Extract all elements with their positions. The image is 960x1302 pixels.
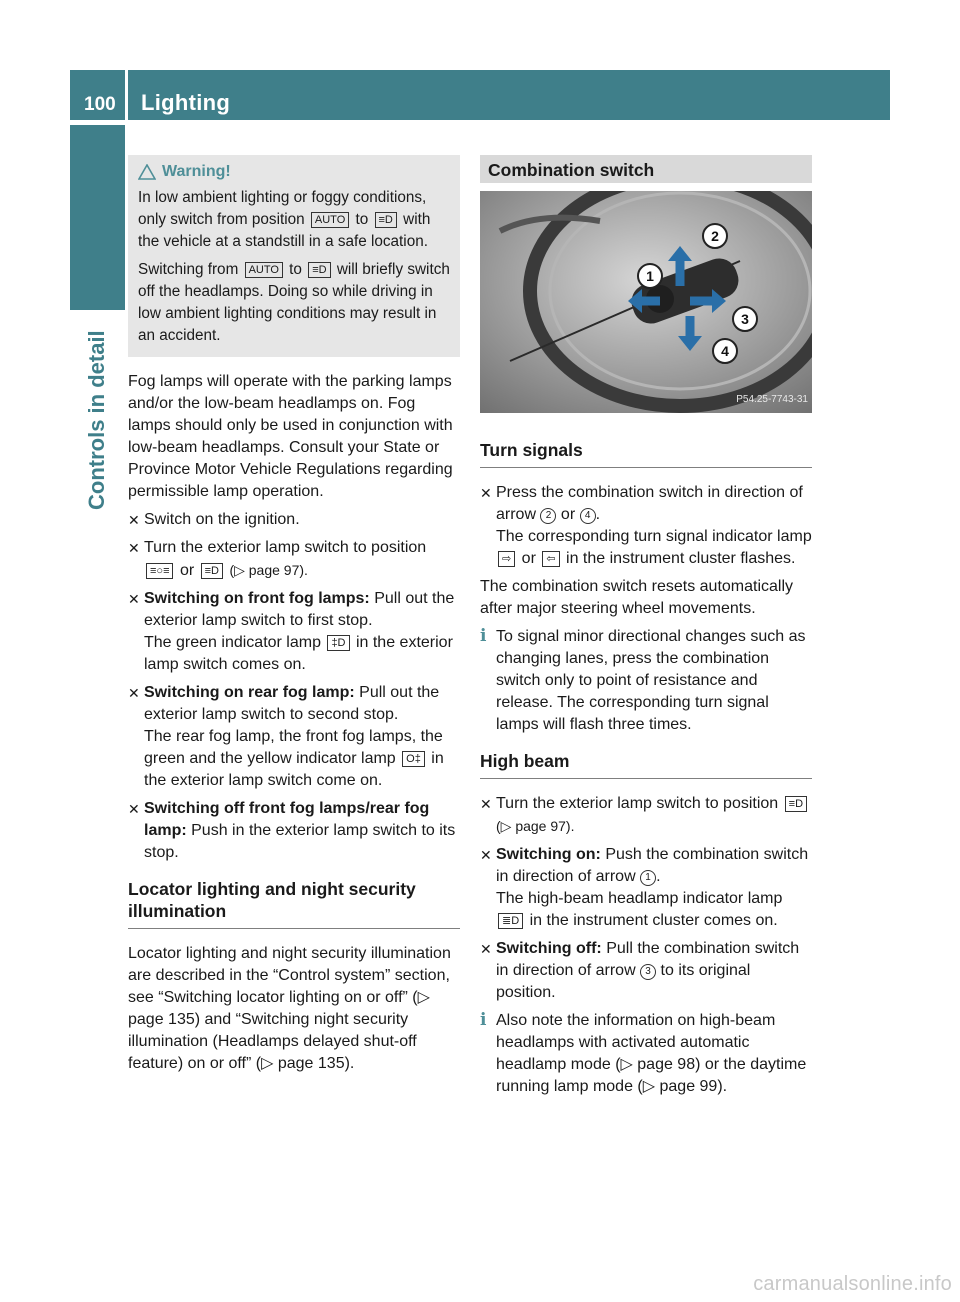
left-turn-indicator-icon: ⇦ <box>542 551 559 567</box>
text: Switching from <box>138 261 239 278</box>
side-label: Controls in detail <box>84 330 109 510</box>
info-note-high-beam <box>480 1010 812 1098</box>
text: to its original position. <box>496 962 751 1001</box>
text: The rear fog lamp, the front fog lamps, the green and the yellow indicator lamp <box>144 728 443 767</box>
text: Push in the exterior lamp switch to its stop. <box>144 822 456 861</box>
step-high-beam-position <box>480 793 812 838</box>
text: Push the combination switch in direction of arrow <box>496 846 809 885</box>
step-arrow-icon: ✕ <box>480 941 492 957</box>
callout-1: 1 <box>646 268 654 284</box>
low-beam-symbol: ≡D <box>308 262 330 278</box>
text: will briefly switch off the headlamps. Doing so while driving in low ambient lighting conditions may result in an accident. <box>138 261 450 344</box>
callout-4: 4 <box>721 343 729 359</box>
info-icon: i <box>480 1010 487 1030</box>
warning-triangle-icon <box>138 164 156 180</box>
arrow-number: 4 <box>580 508 596 524</box>
combination-switch-photo <box>480 191 812 413</box>
step-label: Switching on front fog lamps: <box>144 590 370 607</box>
text: . <box>656 868 661 885</box>
step-label: Switching on: <box>496 846 601 863</box>
locator-text: Locator lighting and night security illumination are described in the “Control system” section, see “Switching locator lighting on or off” (▷ page 135) and “Switching night security illumination (Headlamps delayed shut-off feature) on or off” (▷ page 135). <box>128 945 451 1072</box>
combination-switch-illustration <box>480 191 812 413</box>
step-rear-fog <box>128 682 460 792</box>
step-arrow-icon: ✕ <box>480 485 492 501</box>
parking-lamp-symbol: ≡○≡ <box>146 563 173 579</box>
step-arrow-icon: ✕ <box>480 847 492 863</box>
text: Turn the exterior lamp switch to position <box>144 539 427 556</box>
low-beam-symbol: ≡D <box>201 563 223 579</box>
arrow-number: 2 <box>540 508 556 524</box>
text: to <box>355 211 369 228</box>
text: Pull out the exterior lamp switch to second stop. <box>144 684 440 723</box>
auto-symbol: AUTO <box>245 262 283 278</box>
low-beam-symbol: ≡D <box>375 212 397 228</box>
text: in the exterior lamp switch come on. <box>144 750 444 789</box>
low-beam-symbol: ≡D <box>785 796 807 812</box>
header-divider <box>125 70 128 120</box>
page-number-box <box>70 70 125 120</box>
page-ref: (▷ page 97). <box>229 562 308 578</box>
step-turn-signal <box>480 482 812 570</box>
heading-high-beam: High beam <box>480 750 812 779</box>
step-ignition <box>128 509 460 531</box>
text: The high-beam headlamp indicator lamp <box>496 890 783 907</box>
step-arrow-icon: ✕ <box>128 512 140 528</box>
header-bar <box>70 70 890 120</box>
page-number: 100 <box>84 94 116 115</box>
arrow-number: 1 <box>640 870 656 886</box>
text: Pull the combination switch in direction of arrow <box>496 940 800 979</box>
text: in the instrument cluster comes on. <box>529 912 778 929</box>
text: The corresponding turn signal indicator lamp <box>496 528 812 545</box>
warning-paragraph-2 <box>138 259 452 347</box>
step-label: Switching on rear fog lamp: <box>144 684 355 701</box>
text: or <box>560 506 576 523</box>
text: . <box>595 506 601 523</box>
section-title: Lighting <box>141 90 231 115</box>
heading-combination-switch: Combination switch <box>480 155 812 183</box>
step-high-beam-on <box>480 844 812 932</box>
text: in the instrument cluster flashes. <box>566 550 796 567</box>
text: or <box>179 562 195 579</box>
fog-intro: Fog lamps will operate with the parking lamps and/or the low-beam headlamps on. Fog lamps should only be used in conjunction with low-beam headlamps. Consult your State or Province Motor Vehicle Regulations regarding permissible lamp operation. <box>128 373 453 500</box>
step-arrow-icon: ✕ <box>128 540 140 556</box>
rear-fog-symbol: O‡ <box>402 751 425 767</box>
heading-turn-signals: Turn signals <box>480 439 812 468</box>
text: In low ambient lighting or foggy conditions, only switch from position <box>138 189 427 228</box>
high-beam-symbol: ≣D <box>498 913 523 929</box>
reset-text: The combination switch resets automatically after major steering wheel movements. <box>480 578 794 617</box>
step-fog-off <box>128 798 460 864</box>
step-arrow-icon: ✕ <box>128 685 140 701</box>
right-column <box>480 155 812 1104</box>
auto-symbol: AUTO <box>311 212 349 228</box>
text: Turn the exterior lamp switch to position <box>496 795 779 812</box>
heading-locator-lighting: Locator lighting and night security illumination <box>128 878 460 929</box>
page-ref: (▷ page 97). <box>496 818 575 834</box>
text: with the vehicle at a standstill in a safe location. <box>138 211 431 250</box>
callout-2: 2 <box>711 228 719 244</box>
text: to <box>289 261 302 278</box>
text: Pull out the exterior lamp switch to first stop. <box>144 590 455 629</box>
text: in the exterior lamp switch comes on. <box>144 634 453 673</box>
info-note-lane-change <box>480 626 812 736</box>
watermark: carmanualsonline.info <box>753 1273 952 1295</box>
callout-3: 3 <box>741 311 749 327</box>
step-lamp-switch <box>128 537 460 582</box>
warning-title: Warning! <box>162 163 231 180</box>
text: or <box>521 550 536 567</box>
step-arrow-icon: ✕ <box>480 796 492 812</box>
text: Switch on the ignition. <box>144 511 300 528</box>
step-front-fog <box>128 588 460 676</box>
step-arrow-icon: ✕ <box>128 801 140 817</box>
step-label: Switching off: <box>496 940 602 957</box>
step-label: Switching off front fog lamps/rear fog lamp: <box>144 800 430 839</box>
step-arrow-icon: ✕ <box>128 591 140 607</box>
step-high-beam-off <box>480 938 812 1004</box>
right-turn-indicator-icon: ⇨ <box>498 551 515 567</box>
warning-box <box>128 155 460 357</box>
warning-paragraph-1 <box>138 187 452 253</box>
photo-caption: P54.25-7743-31 <box>736 394 808 405</box>
info-icon: i <box>480 626 487 646</box>
text: Also note the information on high-beam headlamps with activated automatic headlamp mode (▷ page 98) or the daytime running lamp mode (▷ page 99). <box>496 1012 807 1095</box>
warning-heading <box>138 161 452 183</box>
text: To signal minor directional changes such as changing lanes, press the combination switch only to point of resistance and release. The corresponding turn signal lamps will flash three times. <box>496 628 806 733</box>
left-column <box>128 155 460 1081</box>
arrow-number: 3 <box>640 964 656 980</box>
front-fog-symbol: ‡D <box>327 635 349 651</box>
text: The green indicator lamp <box>144 634 321 651</box>
text: Press the combination switch in direction of arrow <box>496 484 803 523</box>
